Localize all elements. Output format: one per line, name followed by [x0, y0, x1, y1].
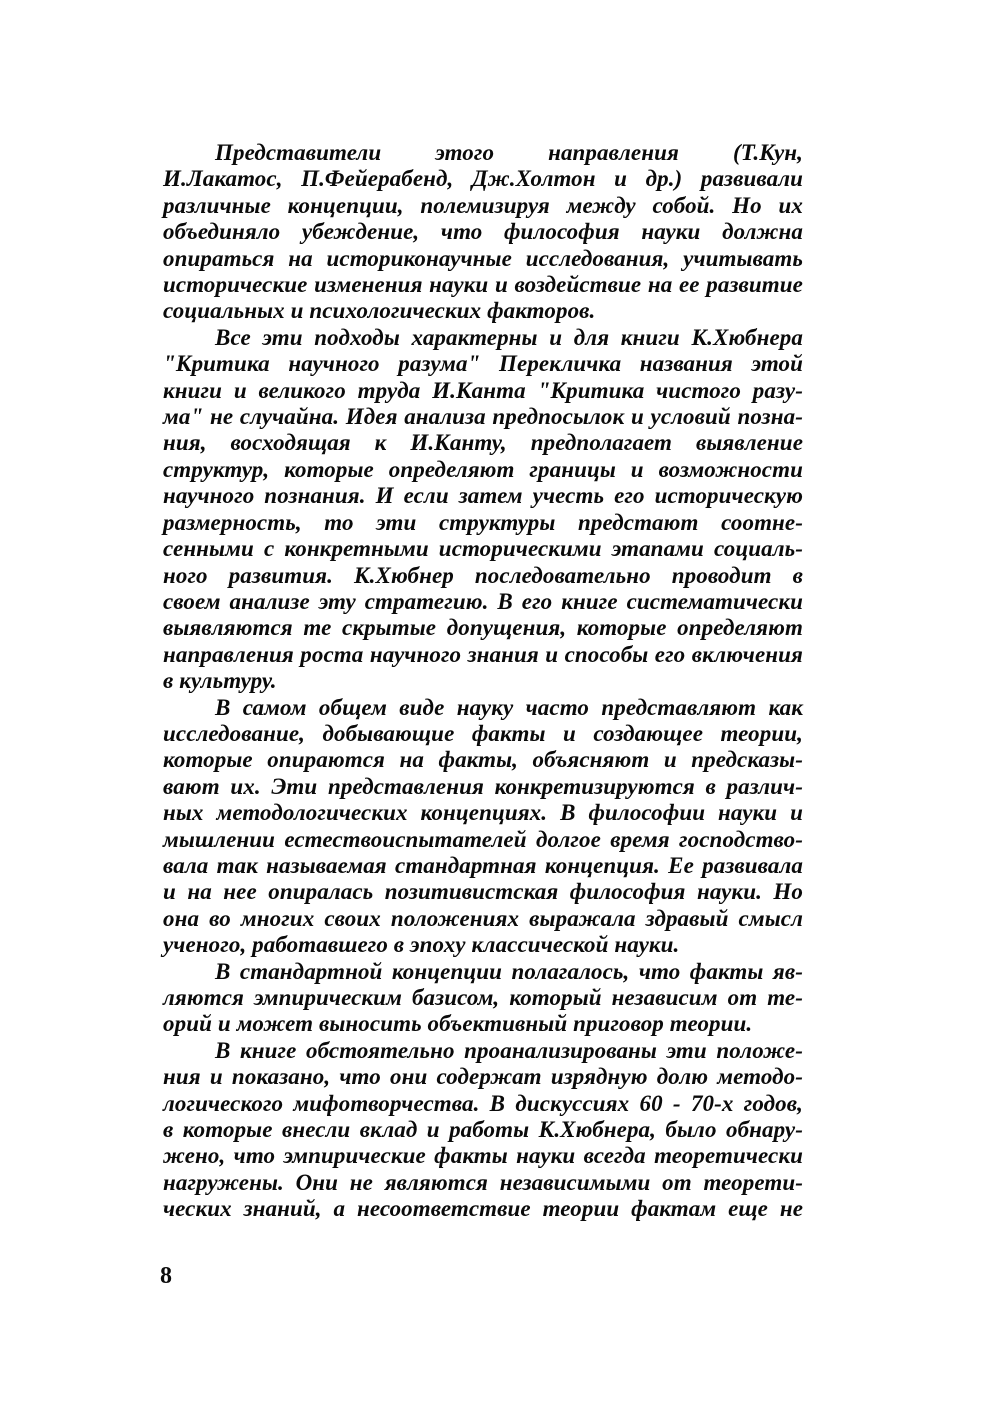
- text-line: "Критика научного разума" Перекличка названия этой: [163, 351, 803, 377]
- text-line: и на нее опиралась позитивистская философия науки. Но: [163, 879, 803, 905]
- text-line: В книге обстоятельно проанализированы эти положе-: [215, 1037, 803, 1063]
- paragraph: [163, 959, 803, 1038]
- text-line: И.Лакатос, П.Фейерабенд, Дж.Холтон и др.) развивали: [163, 166, 803, 192]
- text-line: исторические изменения науки и воздействие на ее развитие: [163, 272, 803, 298]
- text-line: опираться на историконаучные исследования, учитывать: [163, 245, 803, 271]
- text-line: Все эти подходы характерны и для книги К.Хюбнера: [215, 324, 803, 350]
- text-line: вала так называемая стандартная концепция. Ее развивала: [163, 852, 803, 878]
- text-line: ческих знаний, а несоответствие теории фактам еще не: [163, 1196, 803, 1222]
- text-line: ученого, работавшего в эпоху классической науки.: [163, 932, 680, 958]
- text-line: ния и показано, что они содержат изрядную долю методо-: [163, 1064, 803, 1090]
- text-line: которые опираются на факты, объясняют и предсказы-: [163, 747, 803, 773]
- text-line: логического мифотворчества. В дискуссиях 60 - 70-х годов,: [163, 1090, 803, 1116]
- text-line: ных методологических концепциях. В философии науки и: [163, 800, 803, 826]
- text-line: жено, что эмпирические факты науки всегда теоретически: [163, 1143, 803, 1169]
- text-line: В самом общем виде науку часто представляют как: [215, 694, 803, 720]
- text-line: В стандартной концепции полагалось, что факты яв-: [215, 958, 803, 984]
- text-line: книги и великого труда И.Канта "Критика чистого разу-: [163, 377, 803, 403]
- text-line: ния, восходящая к И.Канту, предполагает выявление: [163, 430, 803, 456]
- text-line: размерность, то эти структуры предстают соотне-: [163, 509, 803, 535]
- text-line: выявляются те скрытые допущения, которые определяют: [163, 615, 803, 641]
- paragraph: [163, 325, 803, 695]
- text-line: ляются эмпирическим базисом, который независим от те-: [163, 985, 803, 1010]
- text-line: ного развития. К.Хюбнер последовательно проводит в: [163, 562, 803, 588]
- text-line: сенными с конкретными историческими этапами социаль-: [163, 536, 803, 562]
- text-line: различные концепции, полемизируя между собой. Но их: [163, 192, 803, 218]
- text-line: своем анализе эту стратегию. В его книге систематически: [163, 588, 803, 614]
- paragraph: [163, 140, 803, 325]
- text-line: в которые внесли вклад и работы К.Хюбнера, было обнару-: [163, 1117, 803, 1143]
- text-line: социальных и психологических факторов.: [163, 298, 596, 324]
- text-line: направления роста научного знания и способы его включения: [163, 641, 803, 667]
- text-line: мышлении естествоиспытателей долгое время господство-: [163, 826, 803, 852]
- text-line: в культуру.: [163, 668, 277, 694]
- document-page: [163, 140, 803, 1223]
- text-line: ма" не случайна. Идея анализа предпосылок и условий позна-: [163, 404, 803, 430]
- text-line: научного познания. И если затем учесть его историческую: [163, 483, 803, 509]
- paragraph: [163, 695, 803, 959]
- page-number: 8: [160, 1263, 172, 1289]
- text-line: объединяло убеждение, что философия науки должна: [163, 219, 803, 245]
- text-line: структур, которые определяют границы и возможности: [163, 456, 803, 482]
- body-text: [163, 140, 803, 1223]
- text-line: вают их. Эти представления конкретизируются в различ-: [163, 773, 803, 799]
- text-line: она во многих своих положениях выражала здравый смысл: [163, 905, 803, 931]
- paragraph: [163, 1038, 803, 1223]
- text-line: Представители этого направления (Т.Кун,: [215, 140, 803, 165]
- text-line: исследование, добывающие факты и создающее теории,: [163, 720, 803, 746]
- text-line: орий и может выносить объективный приговор теории.: [163, 1011, 753, 1037]
- text-line: нагружены. Они не являются независимыми от теорети-: [163, 1169, 803, 1195]
